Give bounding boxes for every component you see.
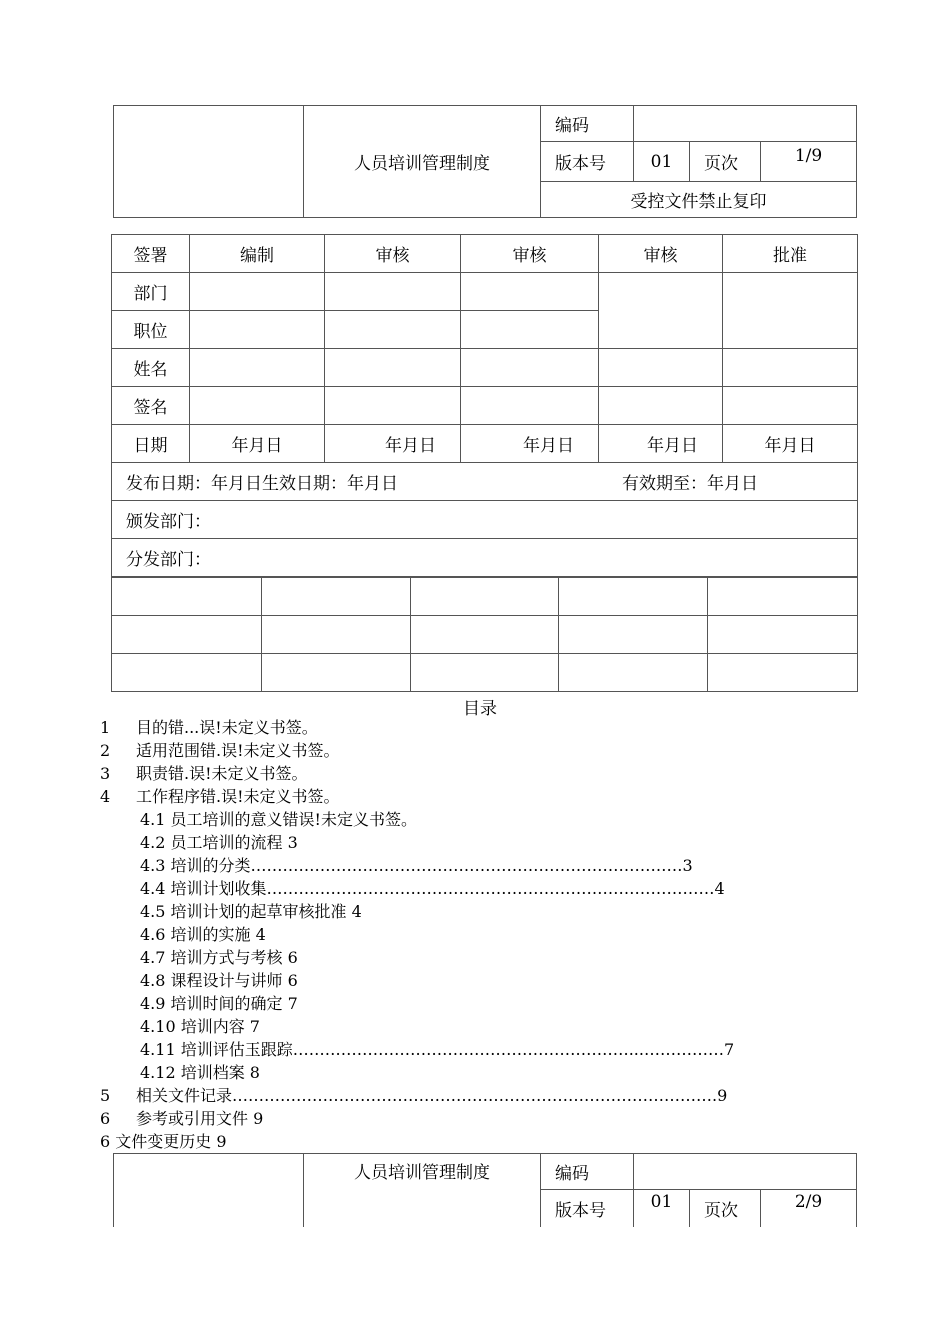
grid-cell (112, 578, 262, 616)
toc-item-number: 5 (100, 1086, 111, 1105)
toc-item[interactable] (100, 946, 860, 969)
version-label: 版本号 (541, 1190, 634, 1228)
toc-item[interactable] (100, 992, 860, 1015)
toc-item[interactable] (100, 1107, 860, 1130)
sign-cell (461, 311, 599, 349)
toc-item[interactable] (100, 854, 860, 877)
sign-cell (723, 387, 858, 425)
date-label: 日期 (112, 425, 190, 463)
signoff-header: 签署 (112, 235, 190, 273)
sign-cell (325, 349, 461, 387)
grid-cell (411, 578, 559, 616)
toc-item[interactable] (100, 1061, 860, 1084)
grid-cell (708, 578, 858, 616)
toc-item[interactable] (100, 808, 860, 831)
toc-item[interactable] (100, 762, 860, 785)
toc-item-text: 4.1 员工培训的意义错误!未定义书签。 (140, 810, 417, 829)
grid-cell (112, 654, 262, 692)
toc-item[interactable] (100, 1015, 860, 1038)
toc-item[interactable] (100, 900, 860, 923)
row-label: 部门 (112, 273, 190, 311)
version-value: 01 (634, 142, 690, 182)
signoff-table (111, 234, 858, 577)
toc-item-number: 6 (100, 1109, 111, 1128)
date-value: 年月日 (723, 425, 858, 463)
toc-list (100, 716, 860, 1153)
doc-title: 人员培训管理制度 (304, 1154, 541, 1228)
controlled-notice: 受控文件禁止复印 (541, 182, 857, 218)
page-label: 页次 (690, 1190, 761, 1228)
signoff-header: 审核 (461, 235, 599, 273)
toc-item-text: 相关文件记录……………………………………………………………………………….9 (136, 1086, 728, 1105)
page-value: 2/9 (761, 1190, 857, 1228)
toc-item-number: 4 (100, 787, 111, 806)
toc-item[interactable] (100, 739, 860, 762)
toc-item-text: 工作程序错.误!未定义书签。 (136, 787, 340, 806)
distribution-grid (111, 577, 858, 692)
code-value (634, 106, 857, 142)
date-value: 年月日 (599, 425, 723, 463)
toc-item[interactable] (100, 923, 860, 946)
toc-item-text: 4.4 培训计划收集…………………………………………………………………………4 (140, 879, 725, 898)
sign-cell (461, 349, 599, 387)
date-value: 年月日 (325, 425, 461, 463)
signoff-header: 审核 (599, 235, 723, 273)
toc-item-text: 适用范围错.误!未定义书签。 (136, 741, 340, 760)
sign-cell (599, 273, 723, 349)
dist-dept: 分发部门： (112, 539, 858, 577)
toc-item-text: 职责错.误!未定义书签。 (136, 764, 308, 783)
toc-item-text: 4.5 培训计划的起草审核批准 4 (140, 902, 362, 921)
date-value: 年月日 (190, 425, 325, 463)
grid-cell (559, 654, 708, 692)
doc-header-table (113, 105, 857, 218)
toc-item-text: 4.9 培训时间的确定 7 (140, 994, 298, 1013)
doc-title: 人员培训管理制度 (304, 106, 541, 218)
sign-cell (190, 311, 325, 349)
row-label: 姓名 (112, 349, 190, 387)
valid-until: 有效期至：年月日 (622, 474, 758, 494)
grid-cell (262, 616, 411, 654)
sign-cell (325, 387, 461, 425)
version-label: 版本号 (541, 142, 634, 182)
grid-cell (112, 616, 262, 654)
sign-cell (599, 387, 723, 425)
sign-cell (190, 273, 325, 311)
publish-row (112, 463, 858, 501)
toc-item[interactable] (100, 1130, 860, 1153)
toc-item[interactable] (100, 716, 860, 739)
grid-cell (411, 616, 559, 654)
toc-item[interactable] (100, 969, 860, 992)
date-value: 年月日 (461, 425, 599, 463)
grid-cell (708, 616, 858, 654)
grid-cell (262, 578, 411, 616)
publish-date: 发布日期：年月日生效日期：年月日 (126, 474, 398, 494)
code-label: 编码 (541, 106, 634, 142)
code-label: 编码 (541, 1154, 634, 1190)
signoff-header: 编制 (190, 235, 325, 273)
row-label: 签名 (112, 387, 190, 425)
toc-item-text: 参考或引用文件 9 (136, 1109, 264, 1128)
logo-cell (114, 106, 304, 218)
sign-cell (723, 273, 858, 349)
code-value (634, 1154, 857, 1190)
signoff-header: 批准 (723, 235, 858, 273)
page-value: 1/9 (761, 142, 857, 182)
sign-cell (599, 349, 723, 387)
toc-item[interactable] (100, 1038, 860, 1061)
toc-item-number: 1 (100, 718, 111, 737)
sign-cell (190, 387, 325, 425)
row-label: 职位 (112, 311, 190, 349)
grid-cell (559, 578, 708, 616)
toc-item-text: 4.2 员工培训的流程 3 (140, 833, 298, 852)
toc-item[interactable] (100, 785, 860, 808)
signoff-header: 审核 (325, 235, 461, 273)
logo-cell (114, 1154, 304, 1228)
sign-cell (461, 273, 599, 311)
sign-cell (190, 349, 325, 387)
toc-item-text: 4.10 培训内容 7 (140, 1017, 260, 1036)
toc-item-text: 4.6 培训的实施 4 (140, 925, 266, 944)
sign-cell (461, 387, 599, 425)
sign-cell (325, 311, 461, 349)
grid-cell (708, 654, 858, 692)
toc-item-number: 3 (100, 764, 111, 783)
toc-item[interactable] (100, 831, 860, 854)
doc-header-table-page2 (113, 1153, 857, 1227)
toc-item-text: 4.8 课程设计与讲师 6 (140, 971, 298, 990)
toc-title: 目录 (463, 699, 497, 719)
grid-cell (262, 654, 411, 692)
toc-item[interactable] (100, 1084, 860, 1107)
issue-dept: 颁发部门： (112, 501, 858, 539)
sign-cell (325, 273, 461, 311)
toc-item-number: 2 (100, 741, 111, 760)
toc-item-text: 4.11 培训评估玉跟踪………………………………………………………...……………7 (140, 1040, 735, 1059)
grid-cell (559, 616, 708, 654)
toc-item-text: 4.12 培训档案 8 (140, 1063, 260, 1082)
grid-cell (411, 654, 559, 692)
version-value: 01 (634, 1190, 690, 1228)
toc-item-text: 6 文件变更历史 9 (100, 1132, 227, 1151)
page-label: 页次 (690, 142, 761, 182)
sign-cell (723, 349, 858, 387)
toc-item-text: 4.7 培训方式与考核 6 (140, 948, 298, 967)
toc-item-text: 目的错...误!未定义书签。 (136, 718, 318, 737)
toc-item-text: 4.3 培训的分类………………………………………………………………………3 (140, 856, 693, 875)
toc-item[interactable] (100, 877, 860, 900)
